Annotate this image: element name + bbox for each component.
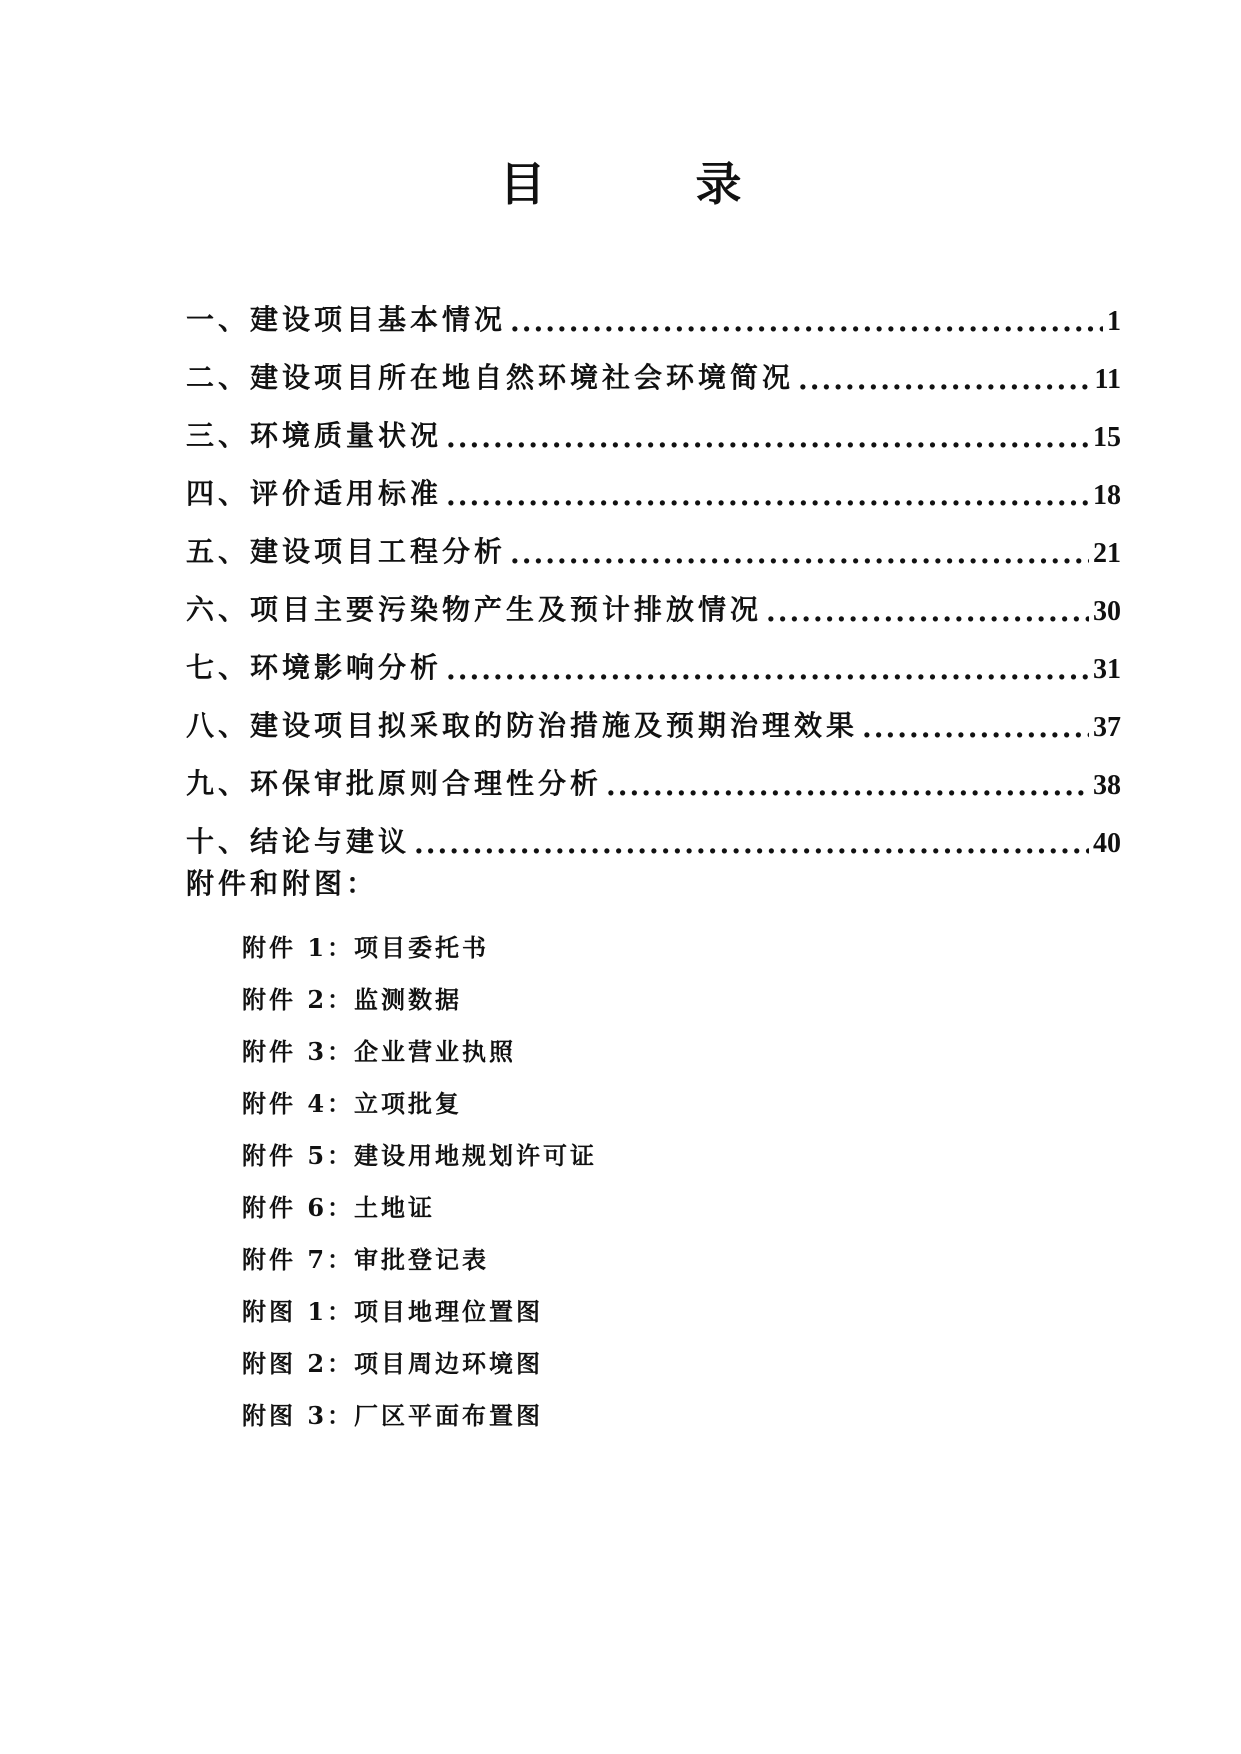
annex-list xyxy=(242,928,597,1448)
toc-entry[interactable] xyxy=(186,628,1121,686)
toc-entry-label: 十、结论与建议 xyxy=(186,825,411,858)
title-char-right: 录 xyxy=(695,157,742,211)
annex-item: 附图 3：厂区平面布置图 xyxy=(242,1401,544,1430)
page-title xyxy=(0,148,1241,214)
title-char-left: 目 xyxy=(499,157,546,211)
annex-item: 附件 3：企业营业执照 xyxy=(242,1037,517,1066)
toc-entry[interactable] xyxy=(186,280,1121,338)
toc-entry-page: 18 xyxy=(1093,480,1121,511)
toc-entry-label: 八、建设项目拟采取的防治措施及预期治理效果 xyxy=(186,709,859,742)
annex-item: 附件 4：立项批复 xyxy=(242,1089,463,1118)
toc-entry-label: 七、环境影响分析 xyxy=(186,651,443,684)
toc-leader-dots xyxy=(862,711,1089,744)
toc-leader-dots xyxy=(446,479,1089,512)
toc-entry[interactable] xyxy=(186,570,1121,628)
toc-leader-dots xyxy=(446,653,1089,686)
toc-leader-dots xyxy=(510,537,1089,570)
annex-item: 附件 5：建设用地规划许可证 xyxy=(242,1141,598,1170)
annex-item: 附件 1：项目委托书 xyxy=(242,933,490,962)
annex-item: 附图 2：项目周边环境图 xyxy=(242,1349,544,1378)
toc-leader-dots xyxy=(606,769,1089,802)
toc-entry[interactable] xyxy=(186,396,1121,454)
toc-entry-page: 30 xyxy=(1093,596,1121,627)
toc-entry[interactable] xyxy=(186,512,1121,570)
toc-entry[interactable] xyxy=(186,686,1121,744)
toc-leader-dots xyxy=(798,363,1091,396)
toc-entry-page: 37 xyxy=(1093,712,1121,743)
toc-entry-label: 三、环境质量状况 xyxy=(186,419,443,452)
toc-entry-label: 六、项目主要污染物产生及预计排放情况 xyxy=(186,593,763,626)
toc-entry-label: 九、环保审批原则合理性分析 xyxy=(186,767,603,800)
annex-item: 附件 7：审批登记表 xyxy=(242,1245,490,1274)
toc-entry-page: 38 xyxy=(1093,770,1121,801)
table-of-contents xyxy=(186,280,1121,860)
toc-leader-dots xyxy=(766,595,1089,628)
annex-item: 附件 6：土地证 xyxy=(242,1193,436,1222)
toc-leader-dots xyxy=(414,827,1089,860)
toc-entry-page: 1 xyxy=(1107,306,1121,337)
annex-item: 附图 1：项目地理位置图 xyxy=(242,1297,544,1326)
toc-entry[interactable] xyxy=(186,454,1121,512)
toc-leader-dots xyxy=(446,421,1089,454)
annex-item: 附件 2：监测数据 xyxy=(242,985,463,1014)
toc-entry-page: 15 xyxy=(1093,422,1121,453)
toc-entry[interactable] xyxy=(186,744,1121,802)
toc-leader-dots xyxy=(510,305,1103,338)
toc-entry-page: 11 xyxy=(1094,364,1121,395)
toc-entry-label: 五、建设项目工程分析 xyxy=(186,535,507,568)
annex-heading: 附件和附图： xyxy=(186,867,379,900)
toc-entry-label: 一、建设项目基本情况 xyxy=(186,303,507,336)
toc-entry-page: 40 xyxy=(1093,828,1121,859)
toc-entry[interactable] xyxy=(186,802,1121,860)
toc-entry-page: 31 xyxy=(1093,654,1121,685)
toc-entry-label: 四、评价适用标准 xyxy=(186,477,443,510)
toc-entry[interactable] xyxy=(186,338,1121,396)
toc-entry-label: 二、建设项目所在地自然环境社会环境简况 xyxy=(186,361,795,394)
toc-entry-page: 21 xyxy=(1093,538,1121,569)
